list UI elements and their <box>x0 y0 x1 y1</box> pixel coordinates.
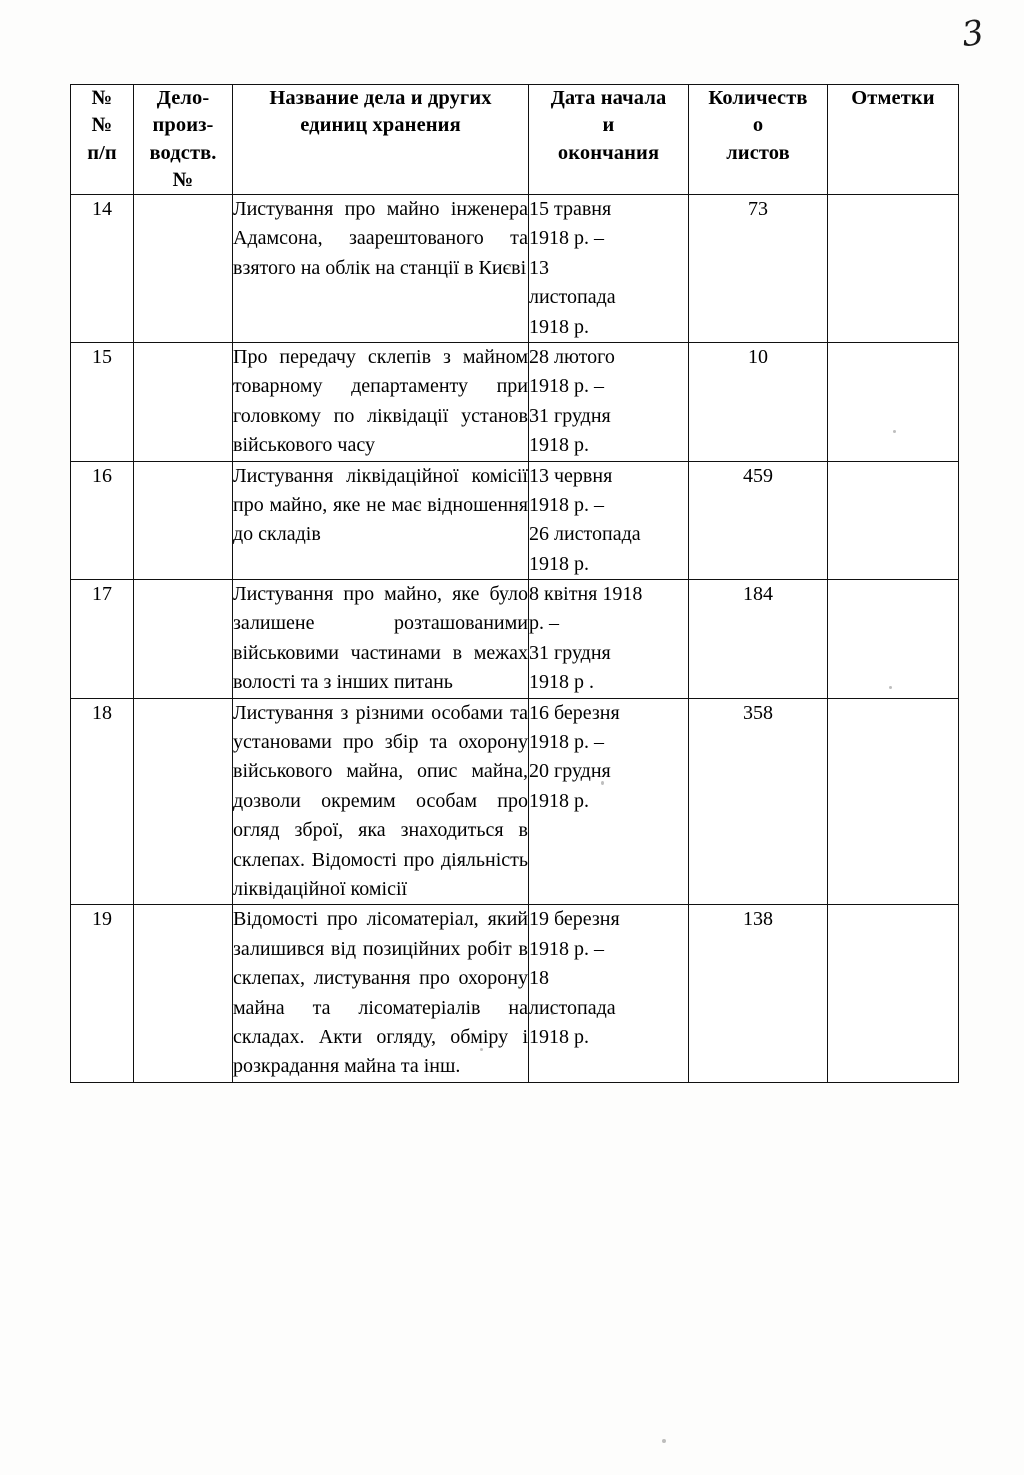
cell-title: Листування ліквідаційної комісії про майно, яке не має відношення до складів <box>233 461 529 580</box>
header-line: Дата начала <box>550 87 667 109</box>
header-line: № <box>91 87 113 109</box>
header-line: окончания <box>557 141 660 164</box>
cell-notes <box>828 195 959 343</box>
header-line: Отметки <box>851 87 935 109</box>
header-line: единиц хранения <box>300 114 461 137</box>
cell-sheet-count: 184 <box>689 580 828 699</box>
cell-office-number <box>134 195 233 343</box>
date-line: 1918 р. <box>529 1025 589 1048</box>
cell-office-number <box>134 461 233 580</box>
date-line: 8 квітня 1918 <box>529 583 643 606</box>
table-row <box>71 698 959 905</box>
date-line: 31 грудня <box>529 404 611 427</box>
cell-sequence-number: 15 <box>71 342 134 461</box>
column-header-notes <box>828 85 959 195</box>
folio-page-number: 3 <box>959 12 987 56</box>
scan-speckle <box>662 1439 666 1443</box>
cell-title: Відомості про лісоматеріал, який залишився від позиційних робіт в склепах, листування про охорону майна та лісоматеріалів на складах. Акти огляду, обміру і розкрадання майна та інш. <box>233 905 529 1082</box>
cell-sheet-count: 10 <box>689 342 828 461</box>
cell-dates <box>529 461 689 580</box>
date-line: 28 лютого <box>529 345 615 368</box>
header-line: п/п <box>87 141 117 164</box>
scan-speckle <box>601 781 604 785</box>
header-line: и <box>602 114 615 137</box>
column-header-sheet-count <box>689 85 828 195</box>
header-line: водств. <box>149 141 217 164</box>
cell-dates <box>529 698 689 905</box>
header-line: о <box>752 114 764 137</box>
date-line: 1918 р. <box>529 789 589 812</box>
date-line: 1918 р. <box>529 552 589 575</box>
cell-notes <box>828 580 959 699</box>
cell-sheet-count: 138 <box>689 905 828 1082</box>
cell-sequence-number: 18 <box>71 698 134 905</box>
header-row <box>71 85 959 195</box>
date-line: 19 березня <box>529 908 620 931</box>
cell-office-number <box>134 905 233 1082</box>
date-line: 1918 р. – <box>529 731 604 754</box>
table-row <box>71 580 959 699</box>
date-line: 15 травня <box>529 198 612 220</box>
date-line: листопада <box>529 996 616 1019</box>
cell-dates <box>529 905 689 1082</box>
header-line: № <box>91 114 113 137</box>
table-header <box>71 85 959 195</box>
date-line: р. – <box>529 612 559 635</box>
column-header-sequence-number <box>71 85 134 195</box>
cell-notes <box>828 905 959 1082</box>
scan-speckle <box>551 1012 554 1015</box>
cell-office-number <box>134 342 233 461</box>
cell-notes <box>828 698 959 905</box>
column-header-dates <box>529 85 689 195</box>
date-line: 13 червня <box>529 464 613 487</box>
table-body <box>71 195 959 1083</box>
column-header-title <box>233 85 529 195</box>
cell-title: Листування з різними особами та установами про збір та охорону військового майна, опис майна, дозволи окремим особам про огляд зброї, яка знаходиться в склепах. Відомості про діяльність ліквідаційної комісії <box>233 698 529 905</box>
date-line: 1918 р. – <box>529 937 604 960</box>
scan-speckle <box>480 1048 483 1051</box>
date-line: 13 <box>529 256 549 279</box>
cell-office-number <box>134 580 233 699</box>
scan-speckle <box>889 686 892 689</box>
cell-title: Листування про майно інженера Адамсона, заарештованого та взятого на облік на станції в Києві <box>233 195 529 343</box>
cell-notes <box>828 342 959 461</box>
cell-sheet-count: 358 <box>689 698 828 905</box>
date-line: 26 листопада <box>529 523 641 546</box>
date-line: 16 березня <box>529 701 620 724</box>
date-line: 18 <box>529 967 549 990</box>
cell-sequence-number: 16 <box>71 461 134 580</box>
cell-sequence-number: 14 <box>71 195 134 343</box>
table-row <box>71 195 959 343</box>
archival-register-table <box>70 84 959 1083</box>
date-line: 1918 р . <box>529 671 594 694</box>
cell-sheet-count: 459 <box>689 461 828 580</box>
column-header-office-number <box>134 85 233 195</box>
table-row <box>71 461 959 580</box>
header-line: Количеств <box>708 87 808 109</box>
cell-dates <box>529 342 689 461</box>
cell-notes <box>828 461 959 580</box>
cell-dates <box>529 580 689 699</box>
date-line: 1918 р. – <box>529 227 604 250</box>
cell-title: Про передачу склепів з майном товарному департаменту при головкому по ліквідації установ військового часу <box>233 342 529 461</box>
date-line: листопада <box>529 286 616 309</box>
cell-sequence-number: 19 <box>71 905 134 1082</box>
cell-sequence-number: 17 <box>71 580 134 699</box>
date-line: 1918 р. <box>529 315 589 338</box>
table-row <box>71 905 959 1082</box>
date-line: 20 грудня <box>529 760 611 783</box>
cell-sheet-count: 73 <box>689 195 828 343</box>
date-line: 1918 р. – <box>529 493 604 516</box>
table-row <box>71 342 959 461</box>
cell-office-number <box>134 698 233 905</box>
date-line: 1918 р. <box>529 434 589 457</box>
date-line: 1918 р. – <box>529 375 604 398</box>
header-line: № <box>172 168 194 191</box>
header-line: Название дела и других <box>269 87 492 109</box>
scan-speckle <box>893 430 896 433</box>
header-line: листов <box>726 141 790 164</box>
header-line: произ- <box>152 114 214 137</box>
header-line: Дело- <box>156 87 210 109</box>
archival-register-table-wrapper <box>70 84 958 1083</box>
date-line: 31 грудня <box>529 641 611 664</box>
cell-dates <box>529 195 689 343</box>
cell-title: Листування про майно, яке було залишене розташованими військовими частинами в межах волості та з інших питань <box>233 580 529 699</box>
